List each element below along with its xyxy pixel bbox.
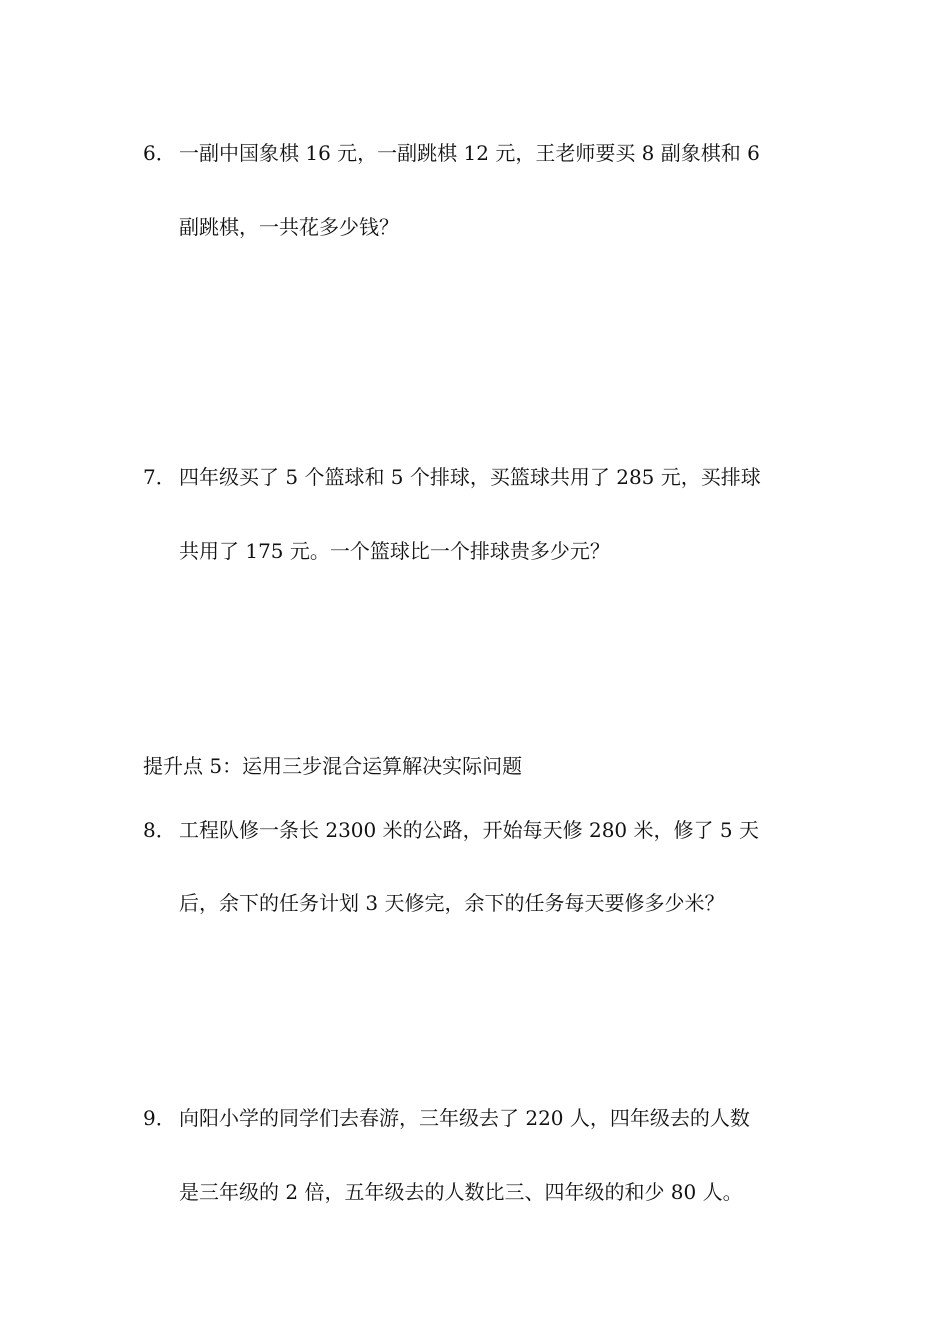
problem-9-text-line-2: 是三年级的 2 倍，五年级去的人数比三、四年级的和少 80 人。 bbox=[179, 1180, 743, 1204]
problem-8-number: 8． bbox=[143, 818, 176, 842]
problem-8-text-line-1: 工程队修一条长 2300 米的公路，开始每天修 280 米，修了 5 天 bbox=[179, 818, 759, 842]
problem-6-text-line-1: 一副中国象棋 16 元，一副跳棋 12 元，王老师要买 8 副象棋和 6 bbox=[179, 141, 760, 165]
problem-9-number: 9． bbox=[143, 1106, 176, 1130]
problem-6-text-line-2: 副跳棋，一共花多少钱？ bbox=[179, 215, 399, 239]
problem-9-text-line-1: 向阳小学的同学们去春游，三年级去了 220 人，四年级去的人数 bbox=[179, 1106, 750, 1130]
problem-7-number: 7． bbox=[143, 465, 176, 489]
problem-8-text-line-2: 后，余下的任务计划 3 天修完，余下的任务每天要修多少米？ bbox=[179, 891, 725, 915]
problem-7-text-line-2: 共用了 175 元。一个篮球比一个排球贵多少元？ bbox=[179, 539, 610, 563]
problem-6-number: 6． bbox=[143, 141, 176, 165]
section-heading: 提升点 5：运用三步混合运算解决实际问题 bbox=[143, 754, 523, 778]
problem-7-text-line-1: 四年级买了 5 个篮球和 5 个排球，买篮球共用了 285 元，买排球 bbox=[179, 465, 761, 489]
